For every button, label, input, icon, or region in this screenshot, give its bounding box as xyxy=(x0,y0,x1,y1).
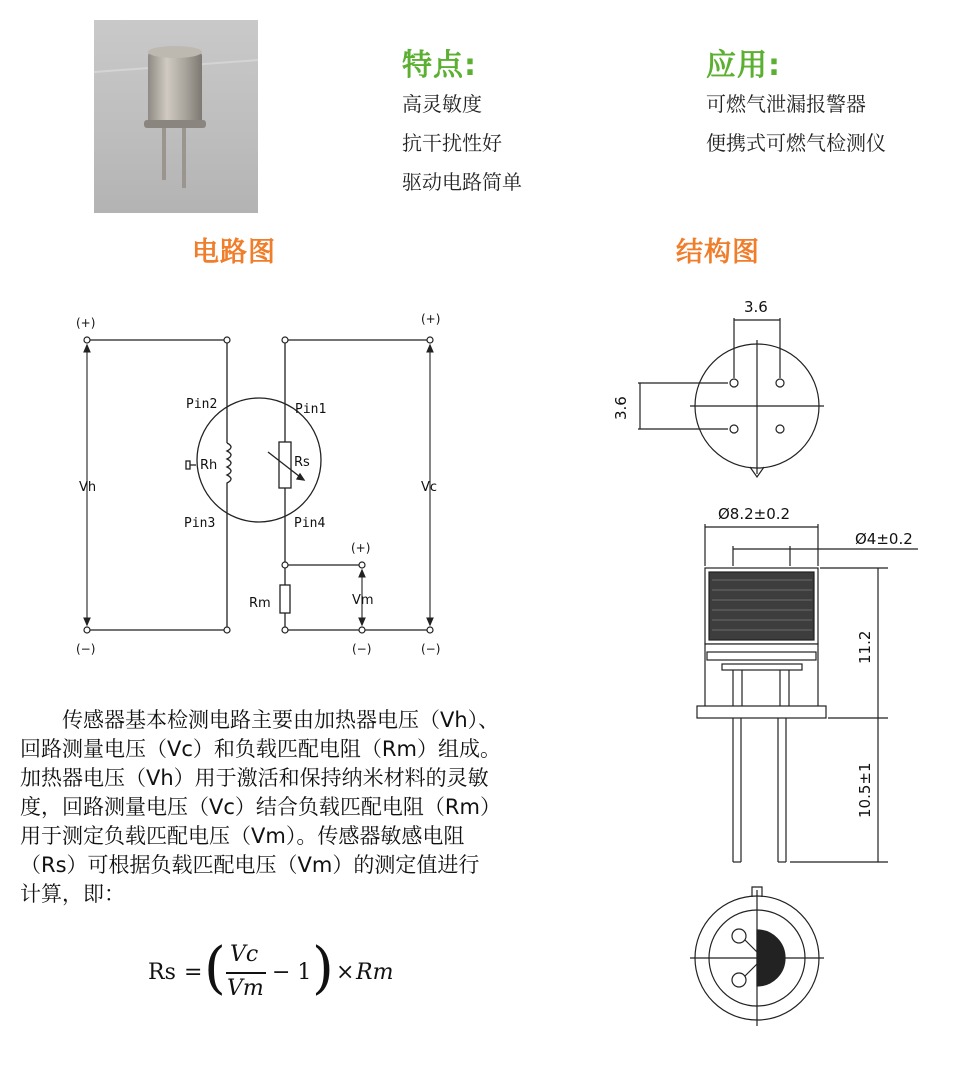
plus-right-label: (+) xyxy=(421,312,441,326)
feature-item: 抗干扰性好 xyxy=(402,131,502,155)
features-title: 特点: xyxy=(402,48,477,83)
dim-body-height: 11.2 xyxy=(856,630,874,664)
description-line: 回路测量电压（Vc）和负载匹配电阻（Rm）组成。 xyxy=(20,737,501,761)
formula-fraction-bar xyxy=(226,972,266,974)
formula-rm: Rm xyxy=(356,960,394,985)
dim-pin-spacing-v: 3.6 xyxy=(612,396,630,420)
plus-vm-label: (+) xyxy=(351,541,371,555)
plus-left-label: (+) xyxy=(76,316,96,330)
rh-label: Rh xyxy=(200,458,218,473)
description-line: 加热器电压（Vh）用于激活和保持纳米材料的灵敏 xyxy=(20,766,489,790)
sensor-photo xyxy=(94,20,258,213)
circuit-title: 电路图 xyxy=(192,237,276,268)
formula-lhs: Rs xyxy=(148,960,176,985)
application-item: 可燃气泄漏报警器 xyxy=(706,92,866,116)
formula-numerator: Vc xyxy=(230,942,259,967)
pin2-label: Pin2 xyxy=(186,397,218,412)
pin1-label: Pin1 xyxy=(295,402,327,417)
application-item: 便携式可燃气检测仪 xyxy=(706,131,886,155)
formula-minus-one: − 1 xyxy=(272,960,312,985)
applications-title: 应用: xyxy=(706,48,781,83)
rs-label: Rs xyxy=(294,455,310,470)
minus-vm-label: (−) xyxy=(352,642,372,656)
formula-denominator: Vm xyxy=(227,976,264,1001)
vc-label: Vc xyxy=(421,480,438,495)
minus-right-label: (−) xyxy=(421,642,441,656)
structure-title: 结构图 xyxy=(676,237,760,268)
vh-label: Vh xyxy=(79,480,97,495)
formula xyxy=(140,934,440,1014)
description-line: 传感器基本检测电路主要由加热器电压（Vh）、 xyxy=(62,708,500,732)
dim-pin-spacing-h: 3.6 xyxy=(744,298,768,316)
vm-label: Vm xyxy=(352,593,374,608)
feature-item: 驱动电路简单 xyxy=(402,170,522,194)
description-line: 计算，即： xyxy=(20,882,125,906)
minus-left-label: (−) xyxy=(76,642,96,656)
pin3-label: Pin3 xyxy=(184,516,216,531)
description-line: （Rs）可根据负载匹配电压（Vm）的测定值进行 xyxy=(20,853,480,877)
dim-diameter: Ø8.2±0.2 xyxy=(718,505,791,523)
pin4-label: Pin4 xyxy=(294,516,326,531)
formula-equals: = xyxy=(184,960,203,985)
dim-inner-diameter: Ø4±0.2 xyxy=(855,530,913,548)
formula-paren-close: ) xyxy=(312,936,334,1001)
formula-paren-open: ( xyxy=(204,936,226,1001)
description-line: 度，回路测量电压（Vc）结合负载匹配电阻（Rm） xyxy=(20,795,501,819)
description-line: 用于测定负载匹配电压（Vm）。传感器敏感电阻 xyxy=(20,824,465,848)
description-paragraph xyxy=(20,706,590,909)
formula-times: × xyxy=(336,960,355,985)
feature-item: 高灵敏度 xyxy=(402,92,482,116)
rm-label: Rm xyxy=(249,596,271,611)
dim-lead-length: 10.5±1 xyxy=(856,762,874,818)
sensor-photo-drawing xyxy=(94,20,258,213)
